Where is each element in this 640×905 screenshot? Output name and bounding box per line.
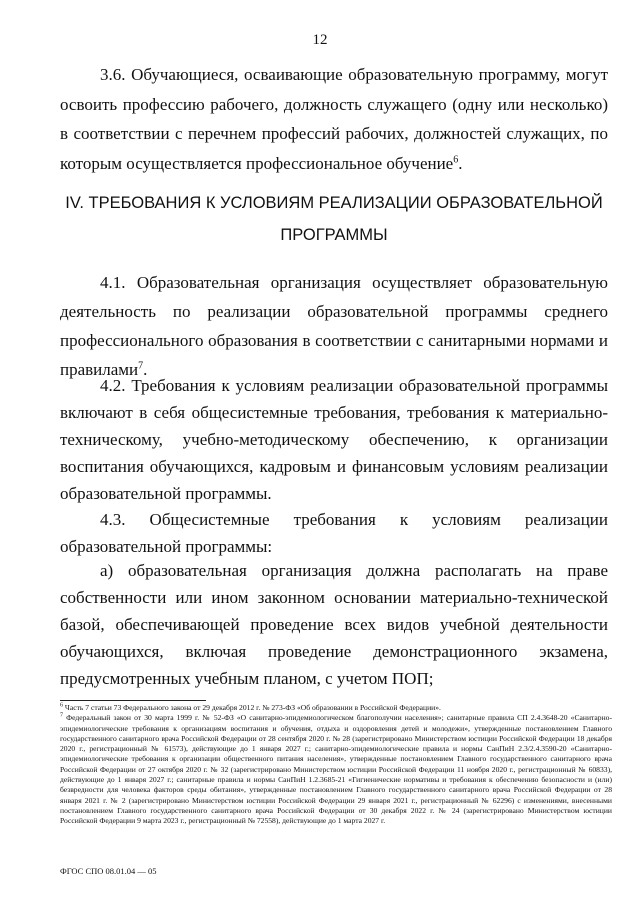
footnotes bbox=[60, 703, 612, 827]
footnote-7-number: 7 bbox=[60, 712, 63, 719]
paragraph-4-1 bbox=[60, 268, 608, 384]
footnote-6-text: Часть 7 статьи 73 Федерального закона от 29 декабря 2012 г. № 273-ФЗ «Об образовании в Российской Федерации». bbox=[64, 703, 441, 712]
section-heading-line-2: ПРОГРАММЫ bbox=[280, 226, 388, 244]
paragraph-4-2: 4.2. Требования к условиям реализации образовательной программы включают в себя общесистемные требования, требования к материально-техническому, учебно-методическому обеспечению, к организации воспитания обучающихся, кадровым и финансовым условиям реализации образовательной программы. bbox=[60, 376, 608, 503]
paragraph-3-6-tail: . bbox=[458, 153, 463, 173]
footnote-ref-6: 6 bbox=[453, 153, 459, 165]
section-heading bbox=[60, 187, 608, 251]
footnote-separator bbox=[60, 700, 206, 701]
paragraph-a: а) образовательная организация должна располагать на праве собственности или ином законном основании материально-технической базой, обеспечивающей проведение всех видов учебной деятельности обучающихся, включая проведение демонстрационного экзамена, предусмотренных учебным планом, с учетом ПОП; bbox=[60, 561, 608, 688]
footnote-6-number: 6 bbox=[60, 702, 63, 709]
section-heading-line-1: IV. ТРЕБОВАНИЯ К УСЛОВИЯМ РЕАЛИЗАЦИИ ОБРАЗОВАТЕЛЬНОЙ bbox=[65, 194, 603, 212]
footnote-ref-7: 7 bbox=[138, 360, 144, 372]
footnote-7 bbox=[60, 713, 612, 826]
paragraph-3-6 bbox=[60, 60, 608, 178]
document-footer-code: ФГОС СПО 08.01.04 — 05 bbox=[60, 866, 157, 876]
paragraph-4-1-tail: . bbox=[143, 360, 148, 379]
footnote-7-text: Федеральный закон от 30 марта 1999 г. № 52-ФЗ «О санитарно-эпидемиологическом благополучии населения»; санитарные правила СП 2.4.3648-20 «Санитарно-эпидемиологические требования к организациям воспитания и обучения, отдыха и оздоровления детей и молодежи», утвержденные постановлением Главного государственного санитарного врача Российской Федерации от 28 сентября 2020 г. № 28 (зарегистрировано Министерством юстиции Российской Федерации 18 декабря 2020 г., регистрационный № 61573), действующие до 1 января 2027 г.; санитарно-эпидемиологические правила и нормы СанПиН 2.3/2.4.3590-20 «Санитарно-эпидемиологические требования к организации общественного питания населения», утвержденные постановлением Главного государственного санитарного врача Российской Федерации от 27 октября 2020 г. № 32 (зарегистрировано Министерством юстиции Российской Федерации 11 ноября 2020 г., регистрационный № 60833), действующие до 1 января 2027 г.; санитарные правила и нормы СанПиН 1.2.3685-21 «Гигиенические нормативы и требования к обеспечению безопасности и (или) безвредности для человека факторов среды обитания», утвержденные постановлением Главного государственного санитарного врача Российской Федерации от 28 января 2021 г. № 2 (зарегистрировано Министерством юстиции Российской Федерации 29 января 2021 г., регистрационный № 62296) с изменениями, внесенными постановлением Главного государственного санитарного врача Российской Федерации от 30 декабря 2022 г. № 24 (зарегистрировано Министерством юстиции Российской Федерации 9 марта 2023 г., регистрационный № 72558), действующие до 1 марта 2027 г. bbox=[60, 713, 612, 826]
paragraph-4-3: 4.3. Общесистемные требования к условиям реализации образовательной программы: bbox=[60, 510, 608, 556]
paragraph-4-1-text: 4.1. Образовательная организация осуществляет образовательную деятельность по реализации образовательной программы среднего профессионального образования в соответствии с санитарными нормами и правилами bbox=[60, 273, 608, 379]
footnote-6 bbox=[60, 703, 612, 713]
page-number: 12 bbox=[312, 32, 328, 48]
paragraph-3-6-text: 3.6. Обучающиеся, осваивающие образовательную программу, могут освоить профессию рабочего, должность служащего (одну или несколько) в соответствии с перечнем профессий рабочих, должностей служащих, по которым осуществляется профессиональное обучение bbox=[60, 65, 608, 173]
